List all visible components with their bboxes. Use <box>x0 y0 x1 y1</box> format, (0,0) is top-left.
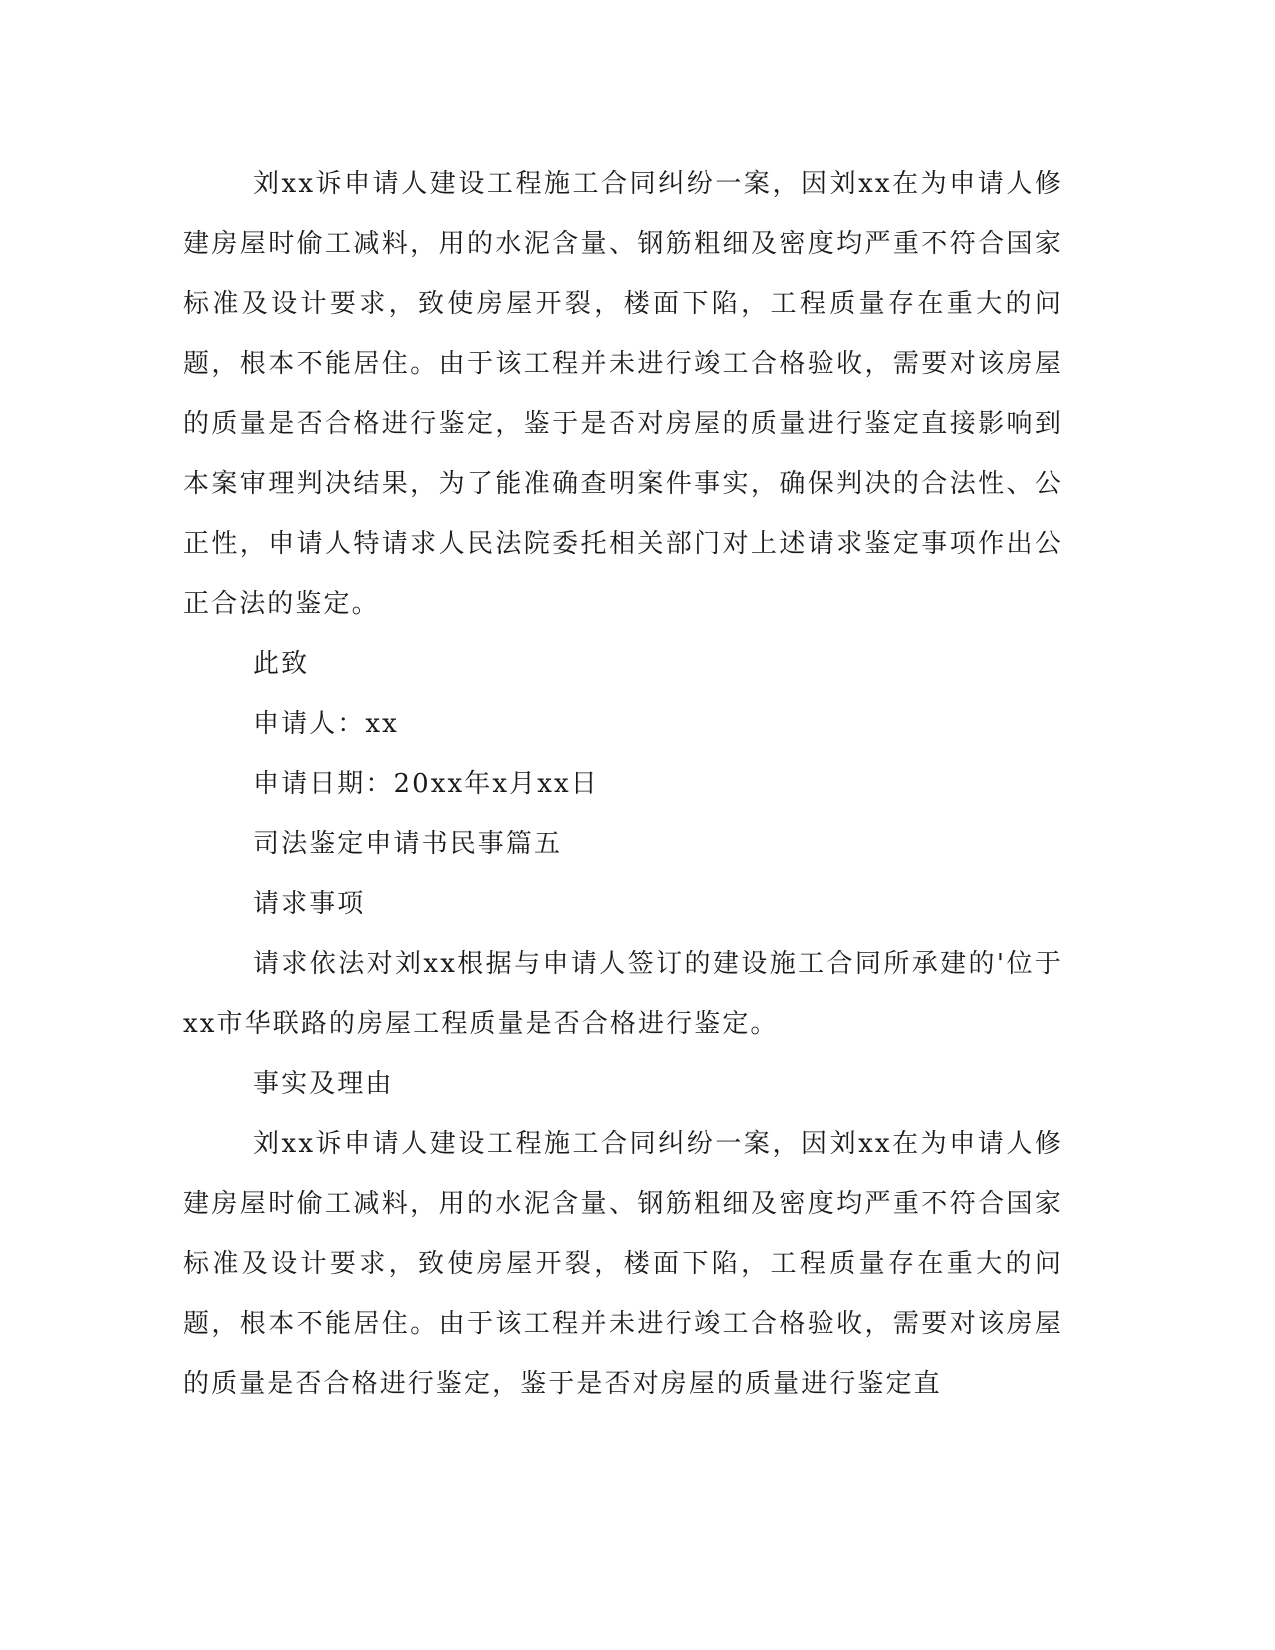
requests-paragraph: 请求依法对刘xx根据与申请人签订的建设施工合同所承建的'位于xx市华联路的房屋工程质量是否合格进行鉴定。 <box>183 949 1063 1039</box>
body-paragraph-1: 刘xx诉申请人建设工程施工合同纠纷一案，因刘xx在为申请人修建房屋时偷工减料，用的水泥含量、钢筋粗细及密度均严重不符合国家标准及设计要求，致使房屋开裂，楼面下陷，工程质量存在重大的问题，根本不能居住。由于该工程并未进行竣工合格验收，需要对该房屋的质量是否合格进行鉴定，鉴于是否对房屋的质量进行鉴定直接影响到本案审理判决结果，为了能准确查明案件事实，确保判决的合法性、公正性，申请人特请求人民法院委托相关部门对上述请求鉴定事项作出公正合法的鉴定。 <box>183 169 1063 619</box>
heading-requests: 请求事项 <box>253 889 366 919</box>
body-paragraph-2: 刘xx诉申请人建设工程施工合同纠纷一案，因刘xx在为申请人修建房屋时偷工减料，用的水泥含量、钢筋粗细及密度均严重不符合国家标准及设计要求，致使房屋开裂，楼面下陷，工程质量存在重大的问题，根本不能居住。由于该工程并未进行竣工合格验收，需要对该房屋的质量是否合格进行鉴定，鉴于是否对房屋的质量进行鉴定直 <box>183 1129 1063 1399</box>
application-date-line: 申请日期：20xx年x月xx日 <box>253 769 599 799</box>
section-title: 司法鉴定申请书民事篇五 <box>253 829 563 859</box>
applicant-line: 申请人：xx <box>253 709 399 739</box>
heading-facts-reasons: 事实及理由 <box>253 1069 394 1099</box>
salutation: 此致 <box>253 649 310 679</box>
document-page <box>183 154 1063 1414</box>
